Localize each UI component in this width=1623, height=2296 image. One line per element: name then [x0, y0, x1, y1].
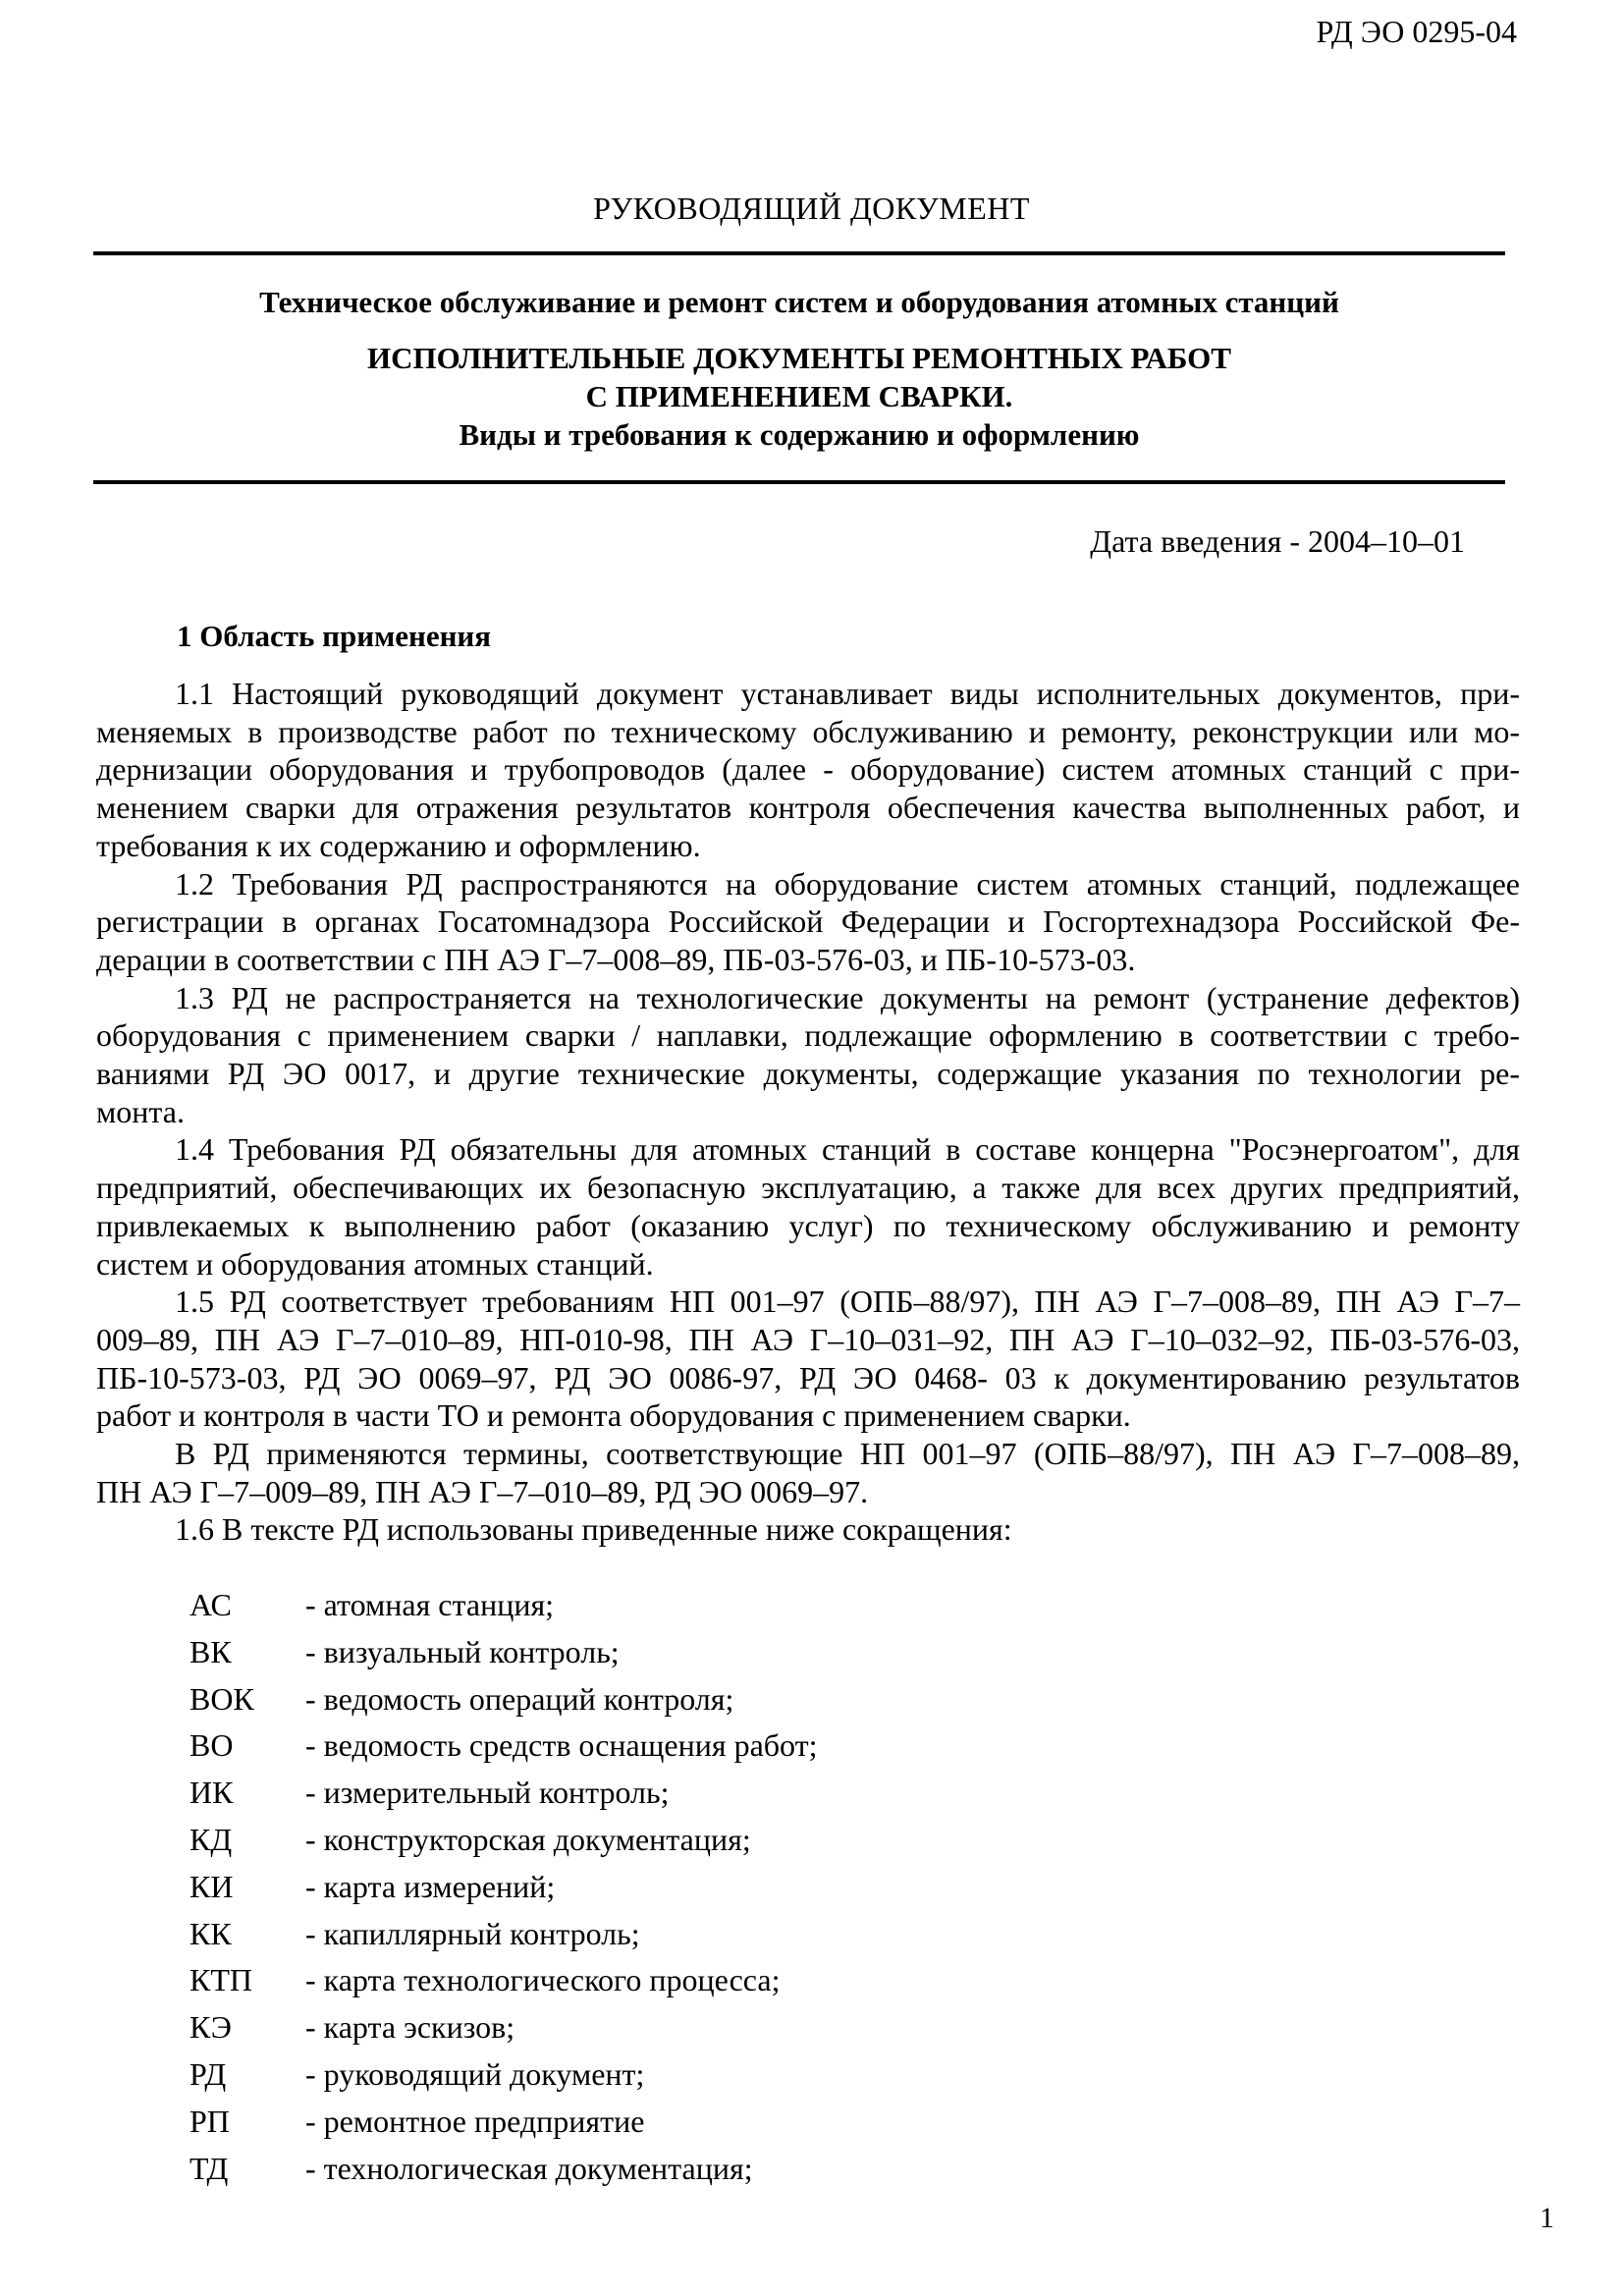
text-line: дернизации оборудования и трубопроводов (далее - оборудование) систем атомных станций с при- [96, 751, 1520, 788]
text-line: ПН АЭ Г–7–009–89, ПН АЭ Г–7–010–89, РД ЭО 0069–97. [96, 1473, 869, 1509]
abbreviation-meaning: - ведомость средств оснащения работ; [305, 1727, 818, 1764]
body-text [96, 675, 1520, 1549]
text-line: регистрации в органах Госатомнадзора Российской Федерации и Госгортехнадзора Российской Фе- [96, 903, 1520, 940]
text-line: оборудования с применением сварки / наплавки, подлежащие оформлению в соответствии с требо- [96, 1017, 1520, 1054]
abbreviation: ТД [189, 2150, 229, 2186]
title-line: Виды и требования к содержанию и оформлению [459, 417, 1140, 452]
divider [93, 251, 1505, 255]
abbreviation-meaning: - карта измерений; [305, 1868, 556, 1904]
text-line: ваниями РД ЭО 0017, и другие технические документы, содержащие указания по технологии ре- [96, 1056, 1520, 1092]
text-line: 009–89, ПН АЭ Г–7–010–89, НП-010-98, ПН АЭ Г–10–031–92, ПН АЭ Г–10–032–92, ПБ-03-576-03, [96, 1321, 1520, 1357]
text-line: 1.5 РД соответствует требованиям НП 001–97 (ОПБ–88/97), ПН АЭ Г–7–008–89, ПН АЭ Г–7– [175, 1284, 1520, 1320]
text-line: 1.3 РД не распространяется на технологические документы на ремонт (устранение дефектов) [175, 979, 1520, 1015]
abbreviation: КИ [189, 1868, 234, 1904]
text-line: монта. [96, 1093, 185, 1129]
abbreviation-meaning: - капиллярный контроль; [305, 1915, 640, 1951]
text-line: 1.4 Требования РД обязательны для атомных станций в составе концерна "Росэнергоатом", для [175, 1131, 1520, 1168]
title-line: С ПРИМЕНЕНИЕМ СВАРКИ. [585, 379, 1013, 413]
abbreviation-meaning: - измерительный контроль; [305, 1775, 670, 1811]
abbreviation: КЭ [189, 2009, 232, 2046]
divider [93, 480, 1505, 484]
document-kind: РУКОВОДЯЩИЙ ДОКУМЕНТ [593, 191, 1030, 226]
title-line: ИСПОЛНИТЕЛЬНЫЕ ДОКУМЕНТЫ РЕМОНТНЫХ РАБОТ [367, 341, 1231, 375]
abbreviation: КД [189, 1821, 233, 1857]
abbreviation-meaning: - руководящий документ; [305, 2055, 645, 2092]
abbreviation-meaning: - технологическая документация; [305, 2150, 753, 2186]
text-line: систем и оборудования атомных станций. [96, 1245, 654, 1282]
document-title [93, 339, 1505, 454]
abbreviation-meaning: - конструкторская документация; [305, 1821, 751, 1857]
abbreviation: КК [189, 1915, 232, 1951]
text-line: 1.1 Настоящий руководящий документ устанавливает виды исполнительных документов, при- [175, 676, 1520, 711]
text-line: менением сварки для отражения результатов контроля обеспечения качества выполненных работ, и [96, 790, 1520, 826]
abbreviation: ВО [189, 1727, 234, 1764]
abbreviation: ИК [189, 1775, 234, 1811]
text-line: дерации в соответствии с ПН АЭ Г–7–008–89, ПБ-03-576-03, и ПБ-10-573-03. [96, 941, 1136, 977]
text-line: 1.6 В тексте РД использованы приведенные ниже сокращения: [175, 1511, 1012, 1548]
abbreviation-meaning: - визуальный контроль; [305, 1633, 620, 1669]
text-line: требования к их содержанию и оформлению. [96, 827, 701, 863]
abbreviation: КТП [189, 1962, 252, 1998]
document-code: РД ЭО 0295-04 [1316, 14, 1517, 49]
abbreviation: ВК [189, 1633, 232, 1669]
effective-date: Дата введения - 2004–10–01 [1090, 523, 1465, 559]
abbreviation-meaning: - ремонтное предприятие [305, 2103, 645, 2139]
abbreviation: РД [189, 2055, 227, 2092]
abbreviation: АС [189, 1587, 232, 1622]
abbreviation-meaning: - карта эскизов; [305, 2009, 515, 2046]
text-line: предприятий, обеспечивающих их безопасную эксплуатацию, а также для всех других предприятий, [96, 1170, 1520, 1206]
text-line: В РД применяются термины, соответствующие НП 001–97 (ОПБ–88/97), ПН АЭ Г–7–008–89, [175, 1436, 1520, 1472]
text-line: 1.2 Требования РД распространяются на оборудование систем атомных станций, подлежащее [175, 865, 1520, 902]
abbreviation-meaning: - карта технологического процесса; [305, 1962, 781, 1998]
text-line: привлекаемых к выполнению работ (оказанию услуг) по техническому обслуживанию и ремонту [96, 1207, 1520, 1243]
text-line: меняемых в производстве работ по техническому обслуживанию и ремонту, реконструкции или мо- [96, 713, 1520, 749]
abbreviation: ВОК [189, 1680, 254, 1717]
abbreviation-meaning: - ведомость операций контроля; [305, 1680, 734, 1717]
text-line: ПБ-10-573-03, РД ЭО 0069–97, РД ЭО 0086-97, РД ЭО 0468- 03 к документированию результатов [96, 1359, 1520, 1395]
page-number: 1 [1540, 2202, 1554, 2234]
abbreviation-meaning: - атомная станция; [305, 1587, 555, 1622]
document-subtitle: Техническое обслуживание и ремонт систем и оборудования атомных станций [259, 285, 1339, 319]
abbreviation: РП [189, 2103, 230, 2139]
text-line: работ и контроля в части ТО и ремонта оборудования с применением сварки. [96, 1397, 1131, 1434]
section-heading: 1 Область применения [177, 619, 492, 653]
